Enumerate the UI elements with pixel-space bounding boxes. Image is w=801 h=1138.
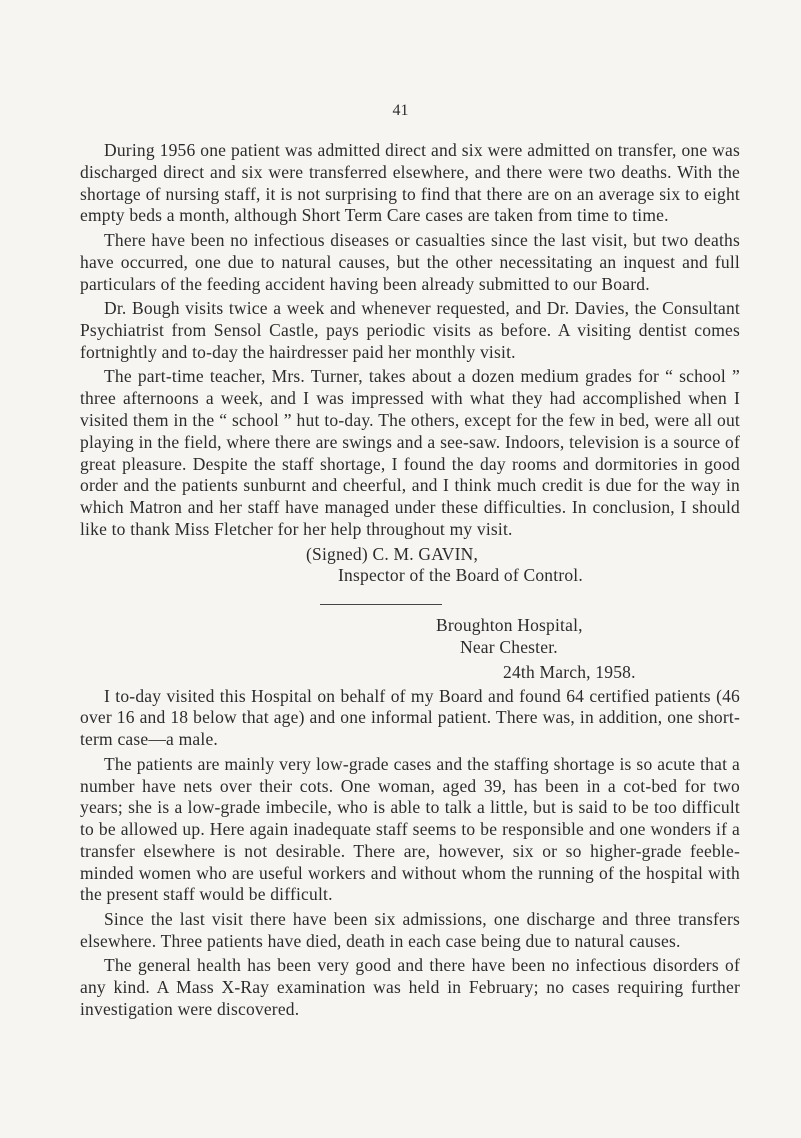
- paragraph-staffing-shortage: The patients are mainly very low-grade cases and the staffing shortage is so acute that a number have nets over their cots. One woman, aged 39, has been in a cot-bed for two years; she is a low-grade imbecile, who is able to talk a little, but is said to be too difficult to be allowed up. Here again inadequate staff seems to be responsible and one wonders if a transfer elsewhere is not desirable. There are, however, six or so higher-grade feeble-minded women who are useful workers and without whom the running of the hospital with the present staff would be difficult.: [80, 753, 740, 905]
- address-block: [80, 615, 740, 683]
- paragraph-teacher-and-conclusion: The part-time teacher, Mrs. Turner, takes about a dozen medium grades for “ school ” three afternoons a week, and I was impressed with what they had accomplished when I visited them in the “ school ” hut to-day. The others, except for the few in bed, were all out playing in the field, where there are swings and a see-saw. Indoors, television is a source of great pleasure. Despite the staff shortage, I found the day rooms and dormitories in good order and the patients sunburnt and cheerful, and I think much credit is due for the way in which Matron and her staff have managed under these difficulties. In conclusion, I should like to thank Miss Fletcher for her help throughout my visit.: [80, 366, 740, 539]
- report-body: [80, 140, 740, 1024]
- paragraph-general-health: The general health has been very good and there have been no infectious disorders of any kind. A Mass X-Ray examination was held in February; no cases requiring further investigation were discovered.: [80, 955, 740, 1020]
- paragraph-infectious-diseases: There have been no infectious diseases or casualties since the last visit, but two deaths have occurred, one due to natural causes, but the other necessitating an inquest and full particulars of the feeding accident having been already submitted to our Board.: [80, 229, 740, 294]
- paragraph-admissions-1956: During 1956 one patient was admitted direct and six were admitted on transfer, one was discharged direct and six were transferred elsewhere, and there were two deaths. With the shortage of nursing staff, it is not surprising to find that there are on an average six to eight empty beds a month, although Short Term Care cases are taken from time to time.: [80, 140, 740, 226]
- signature-name: (Signed) C. M. GAVIN,: [306, 543, 479, 564]
- page-number: 41: [392, 102, 409, 119]
- signature-title: Inspector of the Board of Control.: [338, 565, 583, 586]
- paragraph-medical-visits: Dr. Bough visits twice a week and whenever requested, and Dr. Davies, the Consultant Psychiatrist from Sensol Castle, pays periodic visits as before. A visiting dentist comes fortnightly and to-day the hairdresser paid her monthly visit.: [80, 298, 740, 362]
- hospital-location: Near Chester.: [460, 636, 558, 657]
- hospital-name: Broughton Hospital,: [436, 615, 583, 636]
- paragraph-patient-count: I to-day visited this Hospital on behalf of my Board and found 64 certified patients (46 over 16 and 18 below that age) and one informal patient. There was, in addition, one short-term case—a male.: [80, 685, 740, 750]
- section-divider: [320, 604, 442, 605]
- report-date: 24th March, 1958.: [503, 661, 636, 682]
- signature-block: [80, 544, 740, 588]
- paragraph-admissions-since-visit: Since the last visit there have been six admissions, one discharge and three transfers elsewhere. Three patients have died, death in each case being due to natural causes.: [80, 909, 740, 951]
